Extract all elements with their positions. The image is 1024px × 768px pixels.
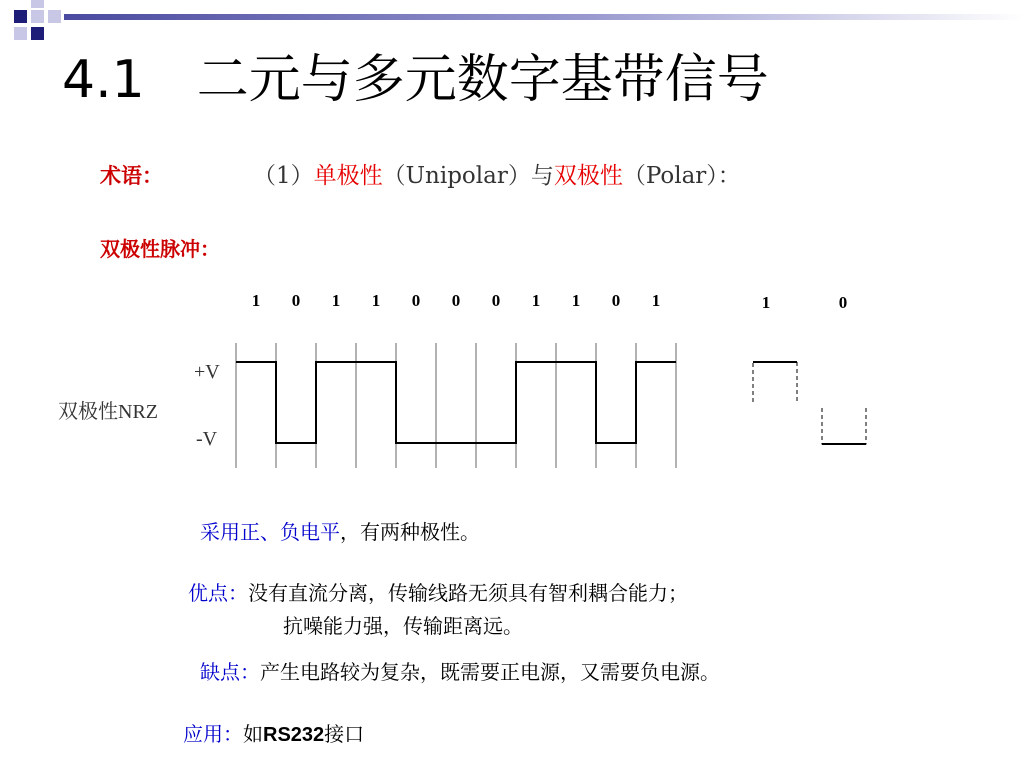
unipolar-english: （Unipolar） bbox=[382, 163, 531, 189]
sequence-bit: 0 bbox=[491, 291, 501, 310]
connector: 与 bbox=[530, 163, 554, 189]
disadvantages-label: 缺点： bbox=[200, 660, 260, 684]
legend-bit-1: 1 bbox=[761, 293, 771, 312]
sequence-bit: 1 bbox=[651, 291, 661, 310]
polar-english: （Polar）： bbox=[622, 163, 741, 189]
terminology-label: 术语： bbox=[100, 163, 163, 188]
legend-waveforms bbox=[753, 362, 866, 444]
item-number: （1） bbox=[253, 163, 314, 189]
advantages-label: 优点： bbox=[188, 581, 248, 605]
bit-boundaries bbox=[236, 343, 676, 468]
sequence-bit: 1 bbox=[331, 291, 341, 310]
application bbox=[183, 718, 364, 747]
polarity-note bbox=[200, 516, 480, 545]
sequence-bit: 0 bbox=[411, 291, 421, 310]
sequence-bit: 1 bbox=[371, 291, 381, 310]
disadvantages-text: 产生电路较为复杂，既需要正电源，又需要负电源。 bbox=[260, 660, 720, 684]
disadvantages bbox=[200, 656, 720, 685]
sequence-bit: 1 bbox=[531, 291, 541, 310]
sequence-bit: 0 bbox=[451, 291, 461, 310]
page-title: 4.1 二元与多元数字基带信号 bbox=[62, 50, 769, 110]
application-label: 应用： bbox=[183, 722, 243, 746]
waveform-name: 双极性NRZ bbox=[58, 401, 158, 423]
polar-term: 双极性 bbox=[553, 163, 623, 189]
application-prefix: 如 bbox=[243, 722, 263, 746]
advantages-line1: 没有直流分离，传输线路无须具有智利耦合能力； bbox=[248, 581, 688, 605]
application-suffix: 接口 bbox=[324, 722, 365, 746]
legend-low-pulse bbox=[822, 408, 866, 444]
sequence-bit: 0 bbox=[611, 291, 621, 310]
sequence-bit: 1 bbox=[251, 291, 261, 310]
bipolar-pulse-label: 双极性脉冲： bbox=[100, 237, 220, 261]
sequence-bit: 0 bbox=[291, 291, 301, 310]
minus-v-label: -V bbox=[196, 428, 218, 450]
unipolar-term: 单极性 bbox=[313, 163, 383, 189]
legend-bit-0: 0 bbox=[838, 293, 848, 312]
sequence-bit: 1 bbox=[571, 291, 581, 310]
levels-highlight: 采用正、负电平 bbox=[200, 520, 340, 544]
levels-rest: ，有两种极性。 bbox=[340, 520, 480, 544]
bipolar-nrz-waveform bbox=[236, 362, 676, 443]
advantages-line2: 抗噪能力强，传输距离远。 bbox=[283, 614, 523, 638]
plus-v-label: +V bbox=[194, 361, 220, 383]
application-code: RS232 bbox=[263, 724, 325, 746]
legend-high-pulse bbox=[753, 362, 797, 402]
advantages bbox=[188, 577, 688, 606]
